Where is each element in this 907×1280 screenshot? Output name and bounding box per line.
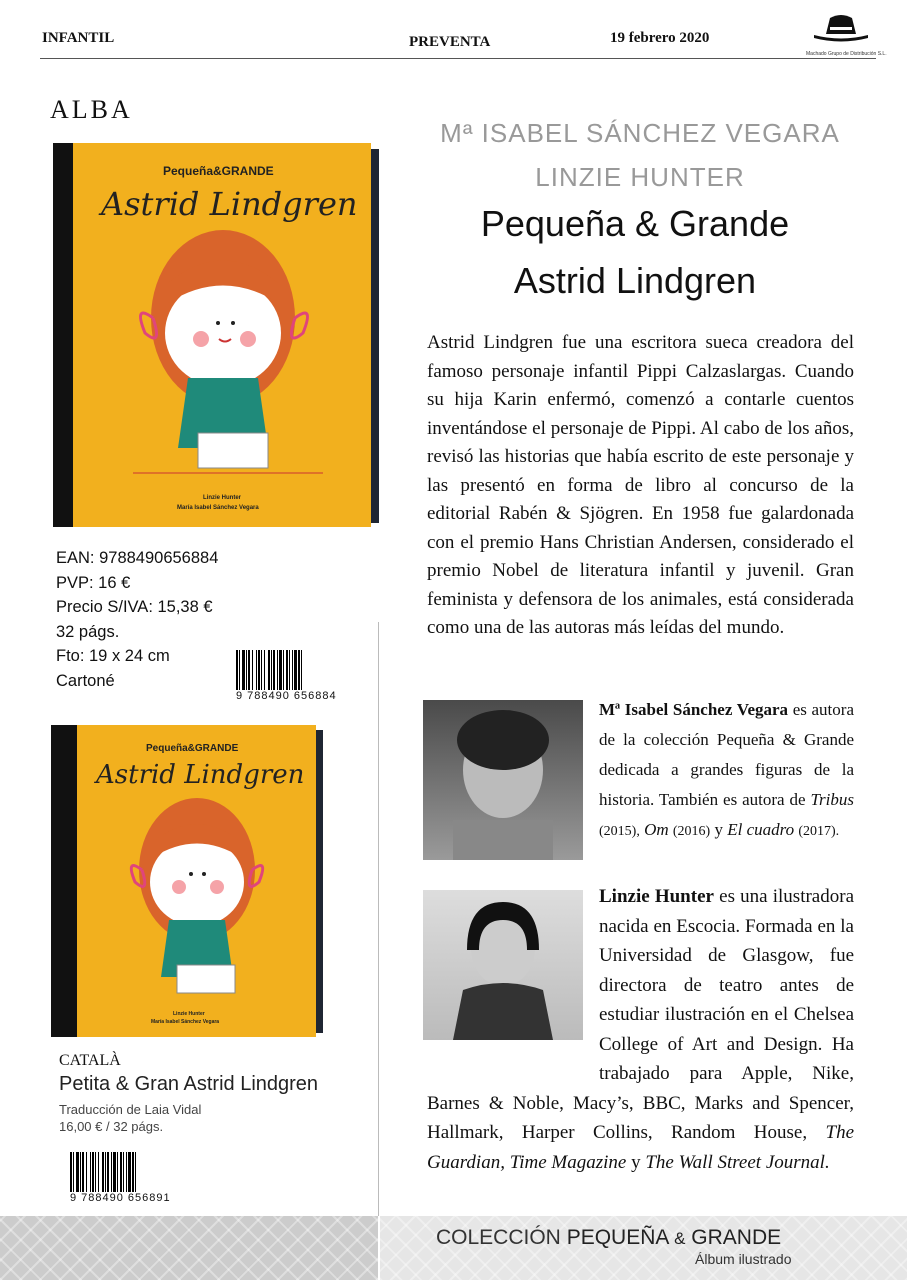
- author2: LINZIE HUNTER: [535, 162, 745, 192]
- specs-block: [56, 546, 218, 693]
- barcode-number: 9 788490 656884: [236, 690, 337, 702]
- illustrator-bio: Linzie Hunter es una ilustradora nacida en Escocia. Formada en la Universidad de Glasgow, fue directora de teatro antes de estudiar ilustración en el Chelsea College of Art and Design. Ha trabajado para Apple, Nike, Barnes & Noble, Macy’s, BBC, Marks and Spencer, Hallmark, Harper Collins, Random House, The Guardian, Time Magazine y The Wall Street Journal.: [427, 886, 855, 1173]
- status-label: PREVENTA: [409, 34, 491, 50]
- publisher-name: ALBA: [50, 95, 133, 124]
- page-count: 32 págs.: [56, 622, 120, 641]
- cover-credit1: Linzie Hunter: [203, 495, 242, 501]
- price-no-vat: Precio S/IVA: 15,38 €: [56, 598, 213, 616]
- binding: Cartoné: [56, 671, 115, 690]
- catalan-cover-series: Pequeña&GRANDE: [146, 743, 239, 754]
- footer-collection: COLECCIÓN PEQUEÑA & GRANDE: [436, 1226, 782, 1249]
- catalan-title: Petita & Gran Astrid Lindgren: [59, 1073, 319, 1095]
- catalan-translation: Traducción de Laia Vidal: [59, 1102, 202, 1117]
- pvp: PVP: 16 €: [56, 573, 131, 592]
- author-bio-name: Mª Isabel Sánchez Vegara: [599, 700, 789, 719]
- footer-subtitle: Álbum ilustrado: [695, 1251, 792, 1267]
- hat-logo-icon: [806, 12, 876, 46]
- format: Fto: 19 x 24 cm: [56, 647, 170, 665]
- book-cover-main: [53, 143, 379, 527]
- author-bio: Mª Isabel Sánchez Vegara es autora de la colección Pequeña & Grande dedicada a grandes figuras de la historia. También es autora de Tribus (2015), Om (2016) y El cuadro (2017).: [599, 700, 854, 839]
- ean: EAN: 9788490656884: [56, 549, 219, 567]
- footer-pattern-left: [0, 1216, 378, 1280]
- footer-collection-name: PEQUEÑA: [566, 1226, 669, 1249]
- catalan-label: CATALÀ: [59, 1052, 121, 1069]
- cover-title: Astrid Lindgren: [101, 185, 358, 223]
- book-title-line1: Pequeña & Grande: [480, 203, 790, 244]
- publisher-logo: Machado Grupo de Distribución S.L.: [806, 12, 876, 56]
- book-description: Astrid Lindgren fue una escritora sueca creadora del famoso personaje infantil Pippi Calzaslargas. Cuando su hija Karin enfermó, comenzó a contarle cuentos inventándose el personaje de Pippi. Al cabo de los años, revisó las historias que había escrito de este personaje y las presentó en forma de libro al concurso de la editorial Rabén & Sjögren. En 1958 fue galardonada con el premio Hans Christian Andersen, considerado el premio Nobel de literatura infantil y juvenil. Gran feminista y defensora de los animales, está considerada como una de las autoras más leídas del mundo.: [427, 332, 854, 638]
- header-rule: [40, 58, 876, 59]
- barcode-bar: [302, 650, 304, 690]
- book-title-line2: Astrid Lindgren: [513, 260, 757, 301]
- book-cover-catalan: [51, 725, 323, 1037]
- barcode-main: [236, 650, 360, 706]
- illustrator-bio-name: Linzie Hunter: [599, 886, 714, 907]
- column-divider: [378, 622, 379, 1216]
- cover-series-label: Pequeña&GRANDE: [163, 164, 274, 178]
- author-photo: [423, 700, 583, 860]
- barcode-catalan: [70, 1152, 194, 1208]
- svg-text:Linzie Hunter: Linzie Hunter: [173, 1011, 205, 1017]
- footer-collection-label: COLECCIÓN: [436, 1226, 561, 1249]
- catalan-barcode-number: 9 788490 656891: [70, 1192, 171, 1204]
- date-label: 19 febrero 2020: [610, 30, 710, 46]
- catalan-cover-title: Astrid Lindgren: [96, 760, 305, 790]
- barcode-bar: [136, 1152, 138, 1192]
- author1: Mª ISABEL SÁNCHEZ VEGARA: [440, 118, 840, 148]
- catalan-price: 16,00 € / 32 págs.: [59, 1119, 164, 1134]
- section-label: INFANTIL: [42, 30, 115, 46]
- svg-text:María Isabel Sánchez Vegara: María Isabel Sánchez Vegara: [151, 1019, 220, 1025]
- cover-credit2: María Isabel Sánchez Vegara: [177, 505, 259, 511]
